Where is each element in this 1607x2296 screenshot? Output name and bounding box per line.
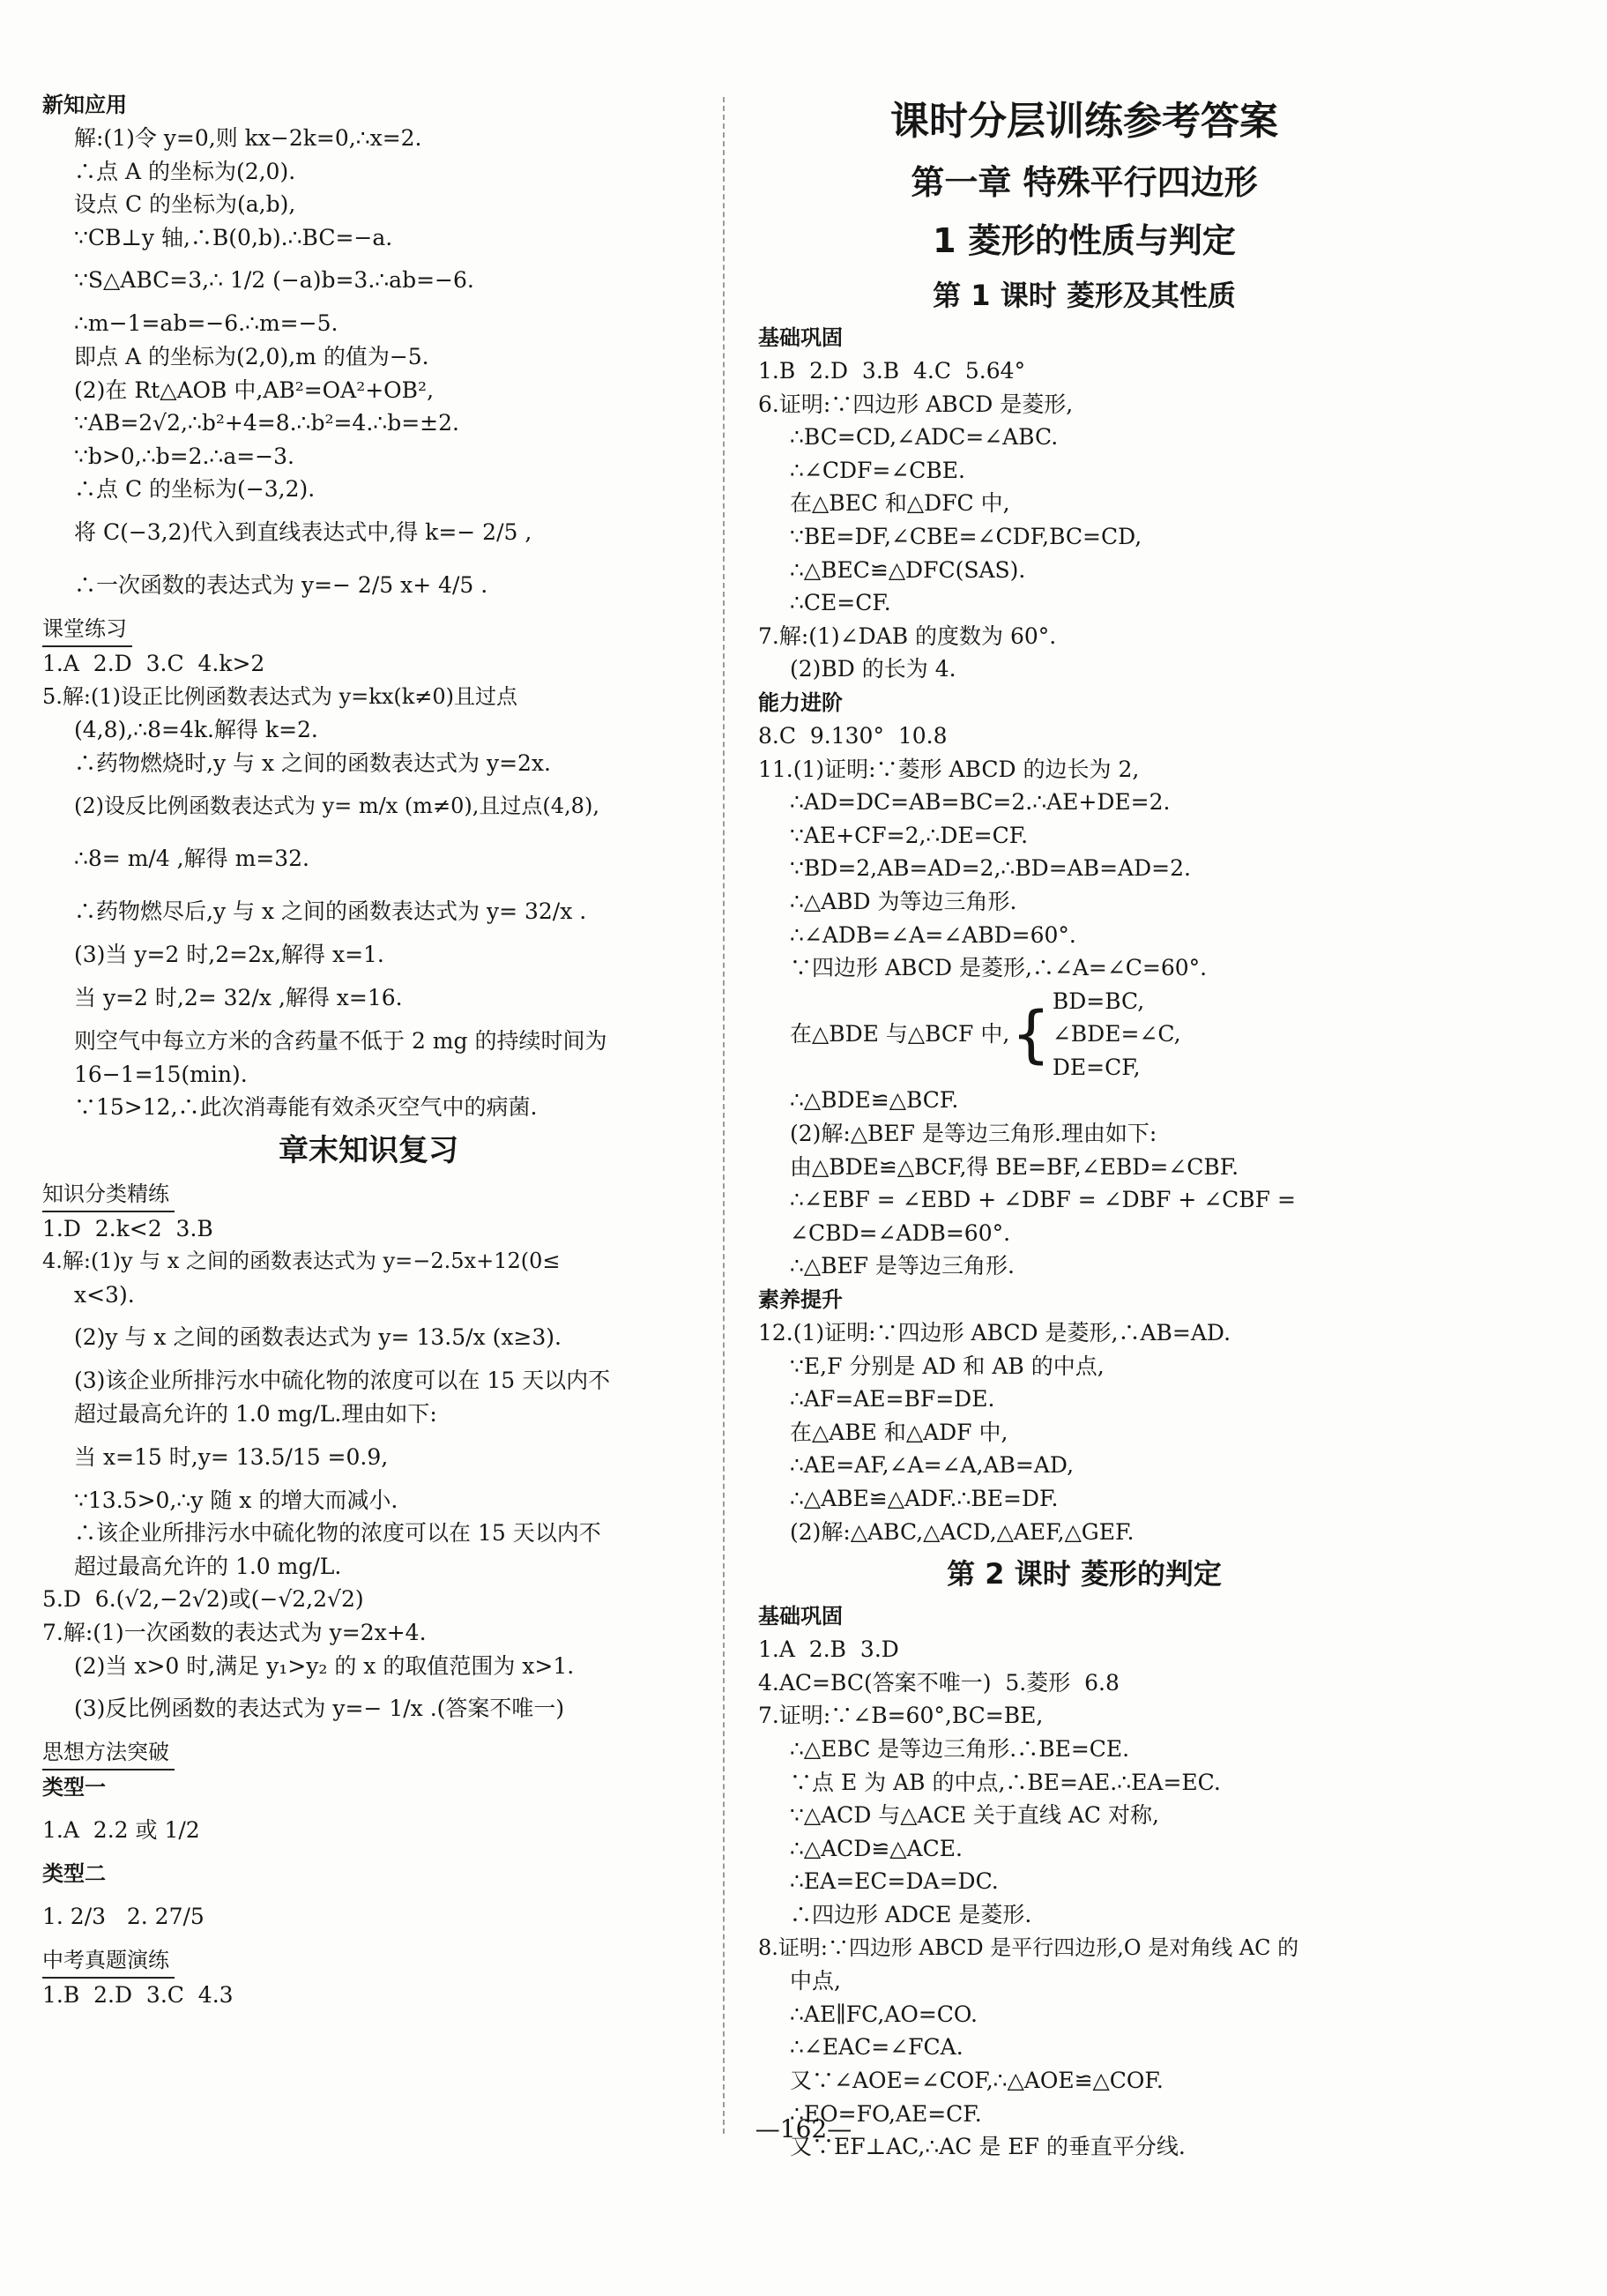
answer-line: (2)在 Rt△AOB 中,AB²=OA²+OB², xyxy=(74,376,435,403)
heading-xinzhi: 新知应用 xyxy=(42,93,127,117)
answer-line: ∴该企业所排污水中硫化物的浓度可以在 15 天以内不 xyxy=(74,1520,601,1547)
answer-line: 11.(1)证明:∵菱形 ABCD 的边长为 2, xyxy=(758,756,1140,782)
answer-line: ∴m−1=ab=−6.∴m=−5. xyxy=(74,310,339,337)
answer-line: 超过最高允许的 1.0 mg/L. xyxy=(74,1553,342,1579)
answer-line: ∴BC=CD,∠ADC=∠ABC. xyxy=(790,424,1059,451)
answer-line: ∴EO=FO,AE=CF. xyxy=(790,2100,982,2127)
answer-line: ∴△ABD 为等边三角形. xyxy=(790,888,1017,914)
answer-line: ∴AE∥FC,AO=CO. xyxy=(790,2001,978,2027)
answer-line: ∴△BEC≌△DFC(SAS). xyxy=(790,556,1026,583)
answer-line: ∴一次函数的表达式为 y=− 2/5 x+ 4/5 . xyxy=(74,571,488,598)
answer-line: ∵E,F 分别是 AD 和 AB 的中点, xyxy=(790,1353,1105,1379)
answer-line: (3)当 y=2 时,2=2x,解得 x=1. xyxy=(74,942,384,968)
answer-line: ∵b>0,∴b=2.∴a=−3. xyxy=(74,443,294,469)
answer-line: (2)BD 的长为 4. xyxy=(790,656,956,682)
answer-line: ∵BE=DF,∠CBE=∠CDF,BC=CD, xyxy=(790,523,1142,549)
chapter-title: 第一章 特殊平行四边形 xyxy=(911,163,1258,202)
heading-type1: 类型一 xyxy=(42,1775,106,1800)
answer-line: ∴△ABE≌△ADF.∴BE=DF. xyxy=(790,1486,1059,1511)
answer-line: 1.B 2.D 3.B 4.C 5.64° xyxy=(758,358,1026,384)
heading-nengli: 能力进阶 xyxy=(758,690,843,715)
answer-line: ∠BDE=∠C, xyxy=(1052,1021,1181,1047)
column-divider xyxy=(723,97,725,2134)
answer-line: (2)解:△ABC,△ACD,△AEF,△GEF. xyxy=(790,1518,1135,1545)
answer-line: ∵CB⊥y 轴,∴B(0,b).∴BC=−a. xyxy=(74,224,393,250)
answer-line: ∵13.5>0,∴y 随 x 的增大而减小. xyxy=(74,1487,398,1513)
heading-jichu: 基础巩固 xyxy=(758,325,843,350)
answer-line: ∴EA=EC=DA=DC. xyxy=(790,1868,999,1895)
review-title: 章末知识复习 xyxy=(279,1132,458,1168)
answer-line: 将 C(−3,2)代入到直线表达式中,得 k=− 2/5 , xyxy=(74,518,532,545)
answer-line: 当 x=15 时,y= 13.5/15 =0.9, xyxy=(74,1443,389,1470)
answer-line: 在△ABE 和△ADF 中, xyxy=(790,1419,1008,1445)
answer-line: ∴AF=AE=BF=DE. xyxy=(790,1386,995,1413)
answer-line: 6.证明:∵四边形 ABCD 是菱形, xyxy=(758,391,1074,417)
answer-line: ∴药物燃烧时,y 与 x 之间的函数表达式为 y=2x. xyxy=(74,749,551,776)
answer-line: 又∵∠AOE=∠COF,∴△AOE≌△COF. xyxy=(790,2067,1164,2093)
answer-line: 1.D 2.k<2 3.B xyxy=(42,1215,213,1241)
answer-line: 又∵EF⊥AC,∴AC 是 EF 的垂直平分线. xyxy=(790,2134,1186,2160)
answer-line: 超过最高允许的 1.0 mg/L.理由如下: xyxy=(74,1401,437,1428)
answer-line: 8.证明:∵四边形 ABCD 是平行四边形,O 是对角线 AC 的 xyxy=(758,1934,1299,1960)
answer-line: (3)该企业所排污水中硫化物的浓度可以在 15 天以内不 xyxy=(74,1368,611,1394)
answer-line: ∴∠CDF=∠CBE. xyxy=(790,457,965,483)
answer-line: ∵点 E 为 AB 的中点,∴BE=AE.∴EA=EC. xyxy=(790,1769,1221,1795)
answer-line: ∠CBD=∠ADB=60°. xyxy=(790,1219,1011,1246)
answer-line: 16−1=15(min). xyxy=(74,1061,248,1087)
answer-line: x<3). xyxy=(74,1281,135,1308)
answer-line: ∴∠EAC=∠FCA. xyxy=(790,2034,963,2061)
answer-line: 8.C 9.130° 10.8 xyxy=(758,722,948,749)
answer-line: 在△BEC 和△DFC 中, xyxy=(790,490,1010,517)
answer-line: 1.A 2.2 或 1/2 xyxy=(42,1817,200,1844)
heading-ketang: 课堂练习 xyxy=(42,612,132,647)
answer-line: ∴四边形 ADCE 是菱形. xyxy=(790,1901,1032,1927)
answer-line: ∴∠ADB=∠A=∠ABD=60°. xyxy=(790,921,1076,948)
answer-line: (2)解:△BEF 是等边三角形.理由如下: xyxy=(790,1121,1157,1147)
answer-line: ∴△EBC 是等边三角形.∴BE=CE. xyxy=(790,1735,1130,1762)
answer-line: ∴△BEF 是等边三角形. xyxy=(790,1253,1015,1279)
heading-suyang: 素养提升 xyxy=(758,1287,843,1313)
answer-line: BD=BC, xyxy=(1052,988,1145,1014)
condition-group xyxy=(758,985,1410,1085)
answer-line: 1. 2/3 2. 27/5 xyxy=(42,1904,205,1930)
answer-line: ∵S△ABC=3,∴ 1/2 (−a)b=3.∴ab=−6. xyxy=(74,267,474,294)
answer-line: 当 y=2 时,2= 32/x ,解得 x=16. xyxy=(74,984,403,1010)
left-column xyxy=(42,88,695,2012)
answer-line: 5.D 6.(√2,−2√2)或(−√2,2√2) xyxy=(42,1586,364,1613)
answer-line: ∴AE=AF,∠A=∠A,AB=AD, xyxy=(790,1452,1075,1479)
answer-line: 5.解:(1)设正比例函数表达式为 y=kx(k≠0)且过点 xyxy=(42,683,518,709)
answer-line: 12.(1)证明:∵四边形 ABCD 是菱形,∴AB=AD. xyxy=(758,1320,1231,1346)
answer-line: ∴8= m/4 ,解得 m=32. xyxy=(74,846,309,872)
answer-line: ∴点 C 的坐标为(−3,2). xyxy=(74,476,316,503)
section-title: 1 菱形的性质与判定 xyxy=(933,221,1236,260)
answer-line: ∵AB=2√2,∴b²+4=8.∴b²=4.∴b=±2. xyxy=(74,410,459,436)
answer-line: 设点 C 的坐标为(a,b), xyxy=(74,191,296,218)
heading-sixiang: 思想方法突破 xyxy=(42,1735,175,1770)
answer-line: ∴CE=CF. xyxy=(790,590,891,616)
answer-line: ∴△ACD≌△ACE. xyxy=(790,1835,963,1861)
answer-line: 在△BDE 与△BCF 中, xyxy=(790,1021,1010,1047)
answer-line: 7.解:(1)∠DAB 的度数为 60°. xyxy=(758,622,1057,649)
condition-list xyxy=(1053,985,1181,1085)
heading-type2: 类型二 xyxy=(42,1861,106,1887)
answer-line: ∵15>12,∴此次消毒能有效杀灭空气中的病菌. xyxy=(74,1094,538,1121)
answer-line: 则空气中每立方米的含药量不低于 2 mg 的持续时间为 xyxy=(74,1027,607,1054)
answer-line: 1.A 2.B 3.D xyxy=(758,1636,899,1663)
answer-line: ∴∠EBF = ∠EBD + ∠DBF = ∠DBF + ∠CBF = xyxy=(790,1187,1296,1213)
answer-line: 由△BDE≌△BCF,得 BE=BF,∠EBD=∠CBF. xyxy=(790,1153,1239,1180)
answer-line: 1.A 2.D 3.C 4.k>2 xyxy=(42,650,265,676)
answer-line: (3)反比例函数的表达式为 y=− 1/x .(答案不唯一) xyxy=(74,1696,565,1722)
answer-line: 即点 A 的坐标为(2,0),m 的值为−5. xyxy=(74,343,429,369)
answer-line: 7.解:(1)一次函数的表达式为 y=2x+4. xyxy=(42,1620,427,1646)
lesson-title: 第 1 课时 菱形及其性质 xyxy=(933,279,1236,312)
heading-zhongkao: 中考真题演练 xyxy=(42,1943,175,1979)
heading-jichu: 基础巩固 xyxy=(758,1604,843,1629)
answer-line: ∴点 A 的坐标为(2,0). xyxy=(74,158,296,184)
answer-line: 中点, xyxy=(790,1968,841,1994)
answer-line: ∵△ACD 与△ACE 关于直线 AC 对称, xyxy=(790,1802,1159,1829)
answer-line: 1.B 2.D 3.C 4.3 xyxy=(42,1982,234,2009)
answer-line: ∴药物燃尽后,y 与 x 之间的函数表达式为 y= 32/x . xyxy=(74,898,587,925)
answer-line: 7.证明:∵∠B=60°,BC=BE, xyxy=(758,1703,1044,1729)
answer-line: (2)当 x>0 时,满足 y₁>y₂ 的 x 的取值范围为 x>1. xyxy=(74,1652,575,1679)
answer-line: (2)y 与 x 之间的函数表达式为 y= 13.5/x (x≥3). xyxy=(74,1324,562,1351)
page-title: 课时分层训练参考答案 xyxy=(890,99,1278,144)
lesson-title: 第 2 课时 菱形的判定 xyxy=(947,1557,1222,1592)
answer-line: (2)设反比例函数表达式为 y= m/x (m≠0),且过点(4,8), xyxy=(74,794,599,819)
answer-line: 解:(1)令 y=0,则 kx−2k=0,∴x=2. xyxy=(74,125,422,151)
answer-line: 4.AC=BC(答案不唯一) 5.菱形 6.8 xyxy=(758,1669,1120,1696)
answer-line: ∵BD=2,AB=AD=2,∴BD=AB=AD=2. xyxy=(790,855,1191,882)
brace-symbol: { xyxy=(1011,998,1051,1071)
answer-line: ∵AE+CF=2,∴DE=CF. xyxy=(790,822,1029,848)
answer-line: ∴AD=DC=AB=BC=2.∴AE+DE=2. xyxy=(790,789,1171,816)
page-number: —162— xyxy=(755,2114,852,2143)
answer-line: (4,8),∴8=4k.解得 k=2. xyxy=(74,717,318,743)
answer-line: 4.解:(1)y 与 x 之间的函数表达式为 y=−2.5x+12(0≤ xyxy=(42,1249,561,1274)
right-column xyxy=(758,88,1410,2164)
answer-line: ∵四边形 ABCD 是菱形,∴∠A=∠C=60°. xyxy=(790,955,1208,981)
answer-line: DE=CF, xyxy=(1052,1054,1141,1080)
answer-line: ∴△BDE≌△BCF. xyxy=(790,1087,959,1114)
heading-zhishi: 知识分类精练 xyxy=(42,1177,175,1212)
